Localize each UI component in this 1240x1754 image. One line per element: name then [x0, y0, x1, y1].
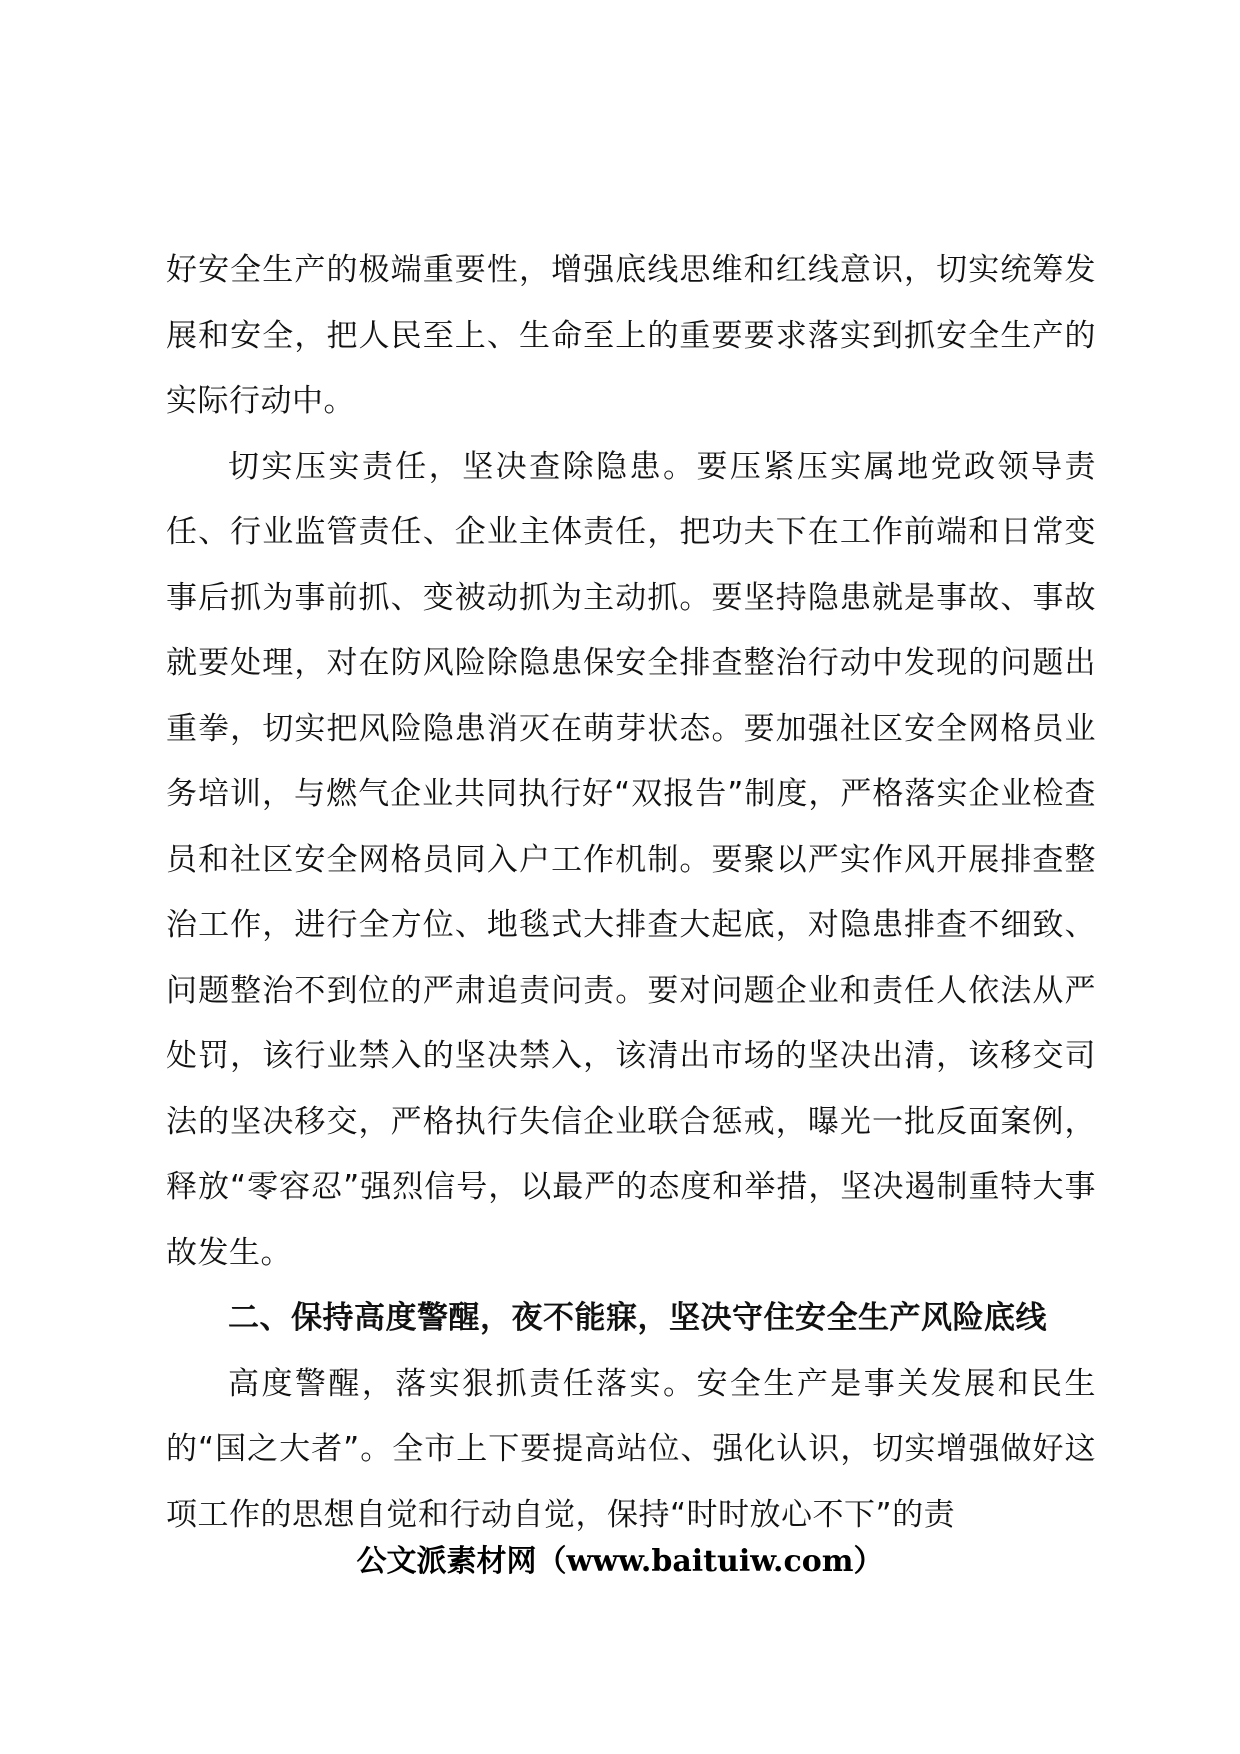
document-body [166, 238, 1096, 1548]
paragraph-vigilance: 高度警醒，落实狠抓责任落实。安全生产是事关发展和民生的“国之大者”。全市上下要提高站位、强化认识，切实增强做好这项工作的思想自觉和行动自觉，保持“时时放心不下”的责 [166, 1365, 1096, 1533]
section-heading: 二、保持高度警醒，夜不能寐，坚决守住安全生产风险底线 [228, 1300, 1047, 1336]
paragraph-continuation: 好安全生产的极端重要性，增强底线思维和红线意识，切实统筹发展和安全，把人民至上、生命至上的重要要求落实到抓安全生产的实际行动中。 [166, 252, 1096, 419]
footer-watermark-text: 公文派素材网（www.baituiw.com） [356, 1544, 884, 1579]
paragraph-responsibility: 切实压实责任，坚决查除隐患。要压紧压实属地党政领导责任、行业监管责任、企业主体责任，把功夫下在工作前端和日常变事后抓为事前抓、变被动抓为主动抓。要坚持隐患就是事故、事故就要处理，对在防风险除隐患保安全排查整治行动中发现的问题出重拳，切实把风险隐患消灭在萌芽状态。要加强社区安全网格员业务培训，与燃气企业共同执行好“双报告”制度，严格落实企业检查员和社区安全网格员同入户工作机制。要聚以严实作风开展排查整治工作，进行全方位、地毯式大排查大起底，对隐患排查不细致、问题整治不到位的严肃追责问责。要对问题企业和责任人依法从严处罚，该行业禁入的坚决禁入，该清出市场的坚决出清，该移交司法的坚决移交，严格执行失信企业联合惩戒，曝光一批反面案例，释放“零容忍”强烈信号，以最严的态度和举措，坚决遏制重特大事故发生。 [166, 448, 1096, 1271]
